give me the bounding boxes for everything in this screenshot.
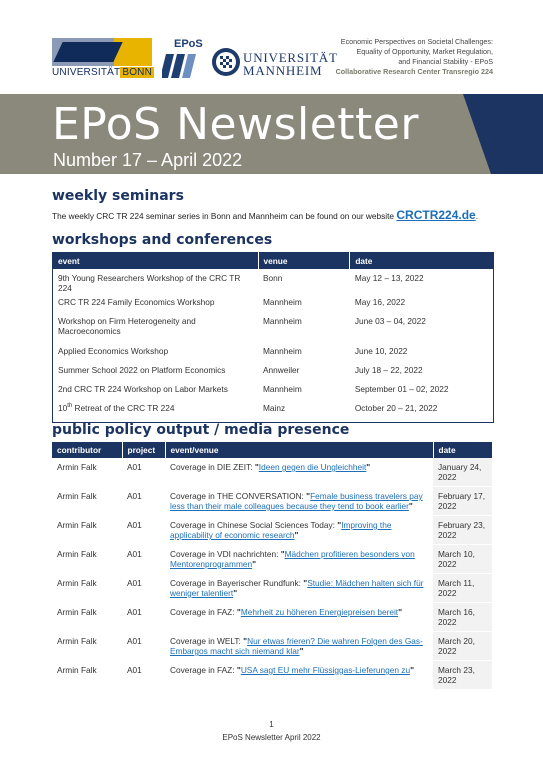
- date-cell: July 18 – 22, 2022: [354, 365, 423, 375]
- date-cell: February 23, 2022: [433, 516, 492, 545]
- crctr224-link[interactable]: CRCTR224.de: [396, 208, 476, 222]
- event-venue-cell: Coverage in FAZ: "Mehrheit zu höheren Energiepreisen bereit": [165, 603, 433, 632]
- column-header-date: date: [350, 253, 494, 270]
- bonn-logo-mark: [52, 38, 152, 66]
- event-cell: Summer School 2022 on Platform Economics: [58, 365, 226, 375]
- table-row: [52, 516, 492, 545]
- table-row: [52, 632, 492, 661]
- date-cell: January 24, 2022: [433, 458, 492, 487]
- table-row: [52, 545, 492, 574]
- contributor-cell: Armin Falk: [52, 574, 122, 603]
- event-cell: 10th Retreat of the CRC TR 224: [58, 403, 175, 413]
- epos-logo: [160, 38, 206, 80]
- event-venue-cell: Coverage in DIE ZEIT: "Ideen gegen die Ungleichheit": [165, 458, 433, 487]
- event-venue-cell: Coverage in THE CONVERSATION: "Female business travelers pay less than their male colleagues because they tend to book earlier": [165, 487, 433, 516]
- column-header-date: date: [433, 442, 492, 458]
- table-row: [53, 361, 494, 380]
- venue-cell: Mannheim: [263, 384, 302, 394]
- contributor-cell: Armin Falk: [52, 458, 122, 487]
- mannheim-logo-text: UNIVERSITÄT MANNHEIM: [243, 50, 338, 78]
- project-cell: A01: [122, 574, 165, 603]
- table-row: [53, 293, 494, 312]
- contributor-cell: Armin Falk: [52, 632, 122, 661]
- contributor-cell: Armin Falk: [52, 661, 122, 690]
- date-cell: May 12 – 13, 2022: [354, 273, 424, 283]
- venue-cell: Bonn: [263, 273, 283, 283]
- page-number: 1: [269, 720, 274, 729]
- venue-cell: Annweiler: [263, 365, 300, 375]
- contributor-cell: Armin Falk: [52, 516, 122, 545]
- policy-table: [52, 442, 492, 690]
- table-header-row: [53, 253, 494, 270]
- date-cell: February 17, 2022: [433, 487, 492, 516]
- newsletter-issue: Number 17 – April 2022: [53, 150, 243, 170]
- bonn-logo-text: UNIVERSITÄT BONN: [52, 67, 153, 78]
- section-heading-policy: public policy output / media presence: [52, 422, 350, 438]
- table-row: [53, 269, 494, 293]
- date-cell: March 20, 2022: [433, 632, 492, 661]
- contributor-cell: Armin Falk: [52, 603, 122, 632]
- article-link[interactable]: Mädchen profitieren besonders von Mentorenprogrammen: [170, 549, 415, 569]
- project-cell: A01: [122, 661, 165, 690]
- venue-cell: Mannheim: [263, 346, 302, 356]
- event-venue-cell: Coverage in FAZ: "USA sagt EU mehr Flüssiggas-Lieferungen zu": [165, 661, 433, 690]
- event-venue-cell: Coverage in VDI nachrichten: "Mädchen profitieren besonders von Mentorenprogrammen": [165, 545, 433, 574]
- project-cell: A01: [122, 487, 165, 516]
- project-cell: A01: [122, 458, 165, 487]
- venue-cell: Mannheim: [263, 316, 302, 326]
- table-row: [53, 380, 494, 399]
- contributor-cell: Armin Falk: [52, 545, 122, 574]
- date-cell: June 10, 2022: [354, 346, 408, 356]
- date-cell: March 11, 2022: [433, 574, 492, 603]
- section-heading-seminars: weekly seminars: [52, 188, 184, 204]
- event-cell: CRC TR 224 Family Economics Workshop: [58, 297, 215, 307]
- banner-corner-shape: [463, 94, 543, 174]
- venue-cell: Mannheim: [263, 297, 302, 307]
- article-link[interactable]: Improving the applicability of economic research: [170, 520, 392, 540]
- column-header-venue: venue: [258, 253, 350, 270]
- table-row: [53, 399, 494, 423]
- venue-cell: Mainz: [263, 403, 286, 413]
- footer-text: EPoS Newsletter April 2022: [222, 733, 321, 742]
- event-cell: Applied Economics Workshop: [58, 346, 169, 356]
- date-cell: March 10, 2022: [433, 545, 492, 574]
- event-venue-cell: Coverage in Bayerischer Rundfunk: "Studie: Mädchen halten sich für weniger talentiert": [165, 574, 433, 603]
- table-row: [53, 342, 494, 361]
- date-cell: March 16, 2022: [433, 603, 492, 632]
- article-link[interactable]: Female business travelers pay less than their male colleagues because they tend to book earlier: [170, 491, 423, 511]
- article-link[interactable]: Mehrheit zu höheren Energiepreisen bereit: [240, 607, 399, 617]
- column-header-event: event: [53, 253, 259, 270]
- date-cell: March 23, 2022: [433, 661, 492, 690]
- contributor-cell: Armin Falk: [52, 487, 122, 516]
- date-cell: May 16, 2022: [354, 297, 406, 307]
- event-cell: 9th Young Researchers Workshop of the CRC TR 224: [58, 273, 241, 293]
- university-bonn-logo: [52, 38, 152, 80]
- event-cell: 2nd CRC TR 224 Workshop on Labor Markets: [58, 384, 228, 394]
- workshops-table: [52, 252, 494, 423]
- article-link[interactable]: USA sagt EU mehr Flüssiggas-Lieferungen zu: [240, 665, 411, 675]
- event-venue-cell: Coverage in WELT: "Nur etwas frieren? Die wahren Folgen des Gas-Embargos macht sich niemand klar": [165, 632, 433, 661]
- table-row: [53, 312, 494, 342]
- date-cell: September 01 – 02, 2022: [354, 384, 449, 394]
- project-cell: A01: [122, 545, 165, 574]
- project-cell: A01: [122, 516, 165, 545]
- mannheim-seal-icon: [212, 48, 240, 76]
- seminar-paragraph: The weekly CRC TR 224 seminar series in Bonn and Mannheim can be found on our website CRCTR224.de.: [52, 208, 479, 222]
- event-venue-cell: Coverage in Chinese Social Sciences Today: "Improving the applicability of economic research": [165, 516, 433, 545]
- table-header-row: [52, 442, 492, 458]
- column-header-contributor: contributor: [52, 442, 122, 458]
- project-cell: A01: [122, 603, 165, 632]
- article-link[interactable]: Studie: Mädchen halten sich für weniger talentiert: [170, 578, 424, 598]
- table-row: [52, 574, 492, 603]
- epos-logo-text: EPoS: [174, 38, 203, 50]
- table-row: [52, 458, 492, 487]
- crc-tagline: Economic Perspectives on Societal Challenges: Equality of Opportunity, Market Regulation, and Financial Stability - EPoS Collaborative Research Center Transregio 224: [335, 37, 493, 76]
- table-row: [52, 487, 492, 516]
- column-header-event-venue: event/venue: [165, 442, 433, 458]
- article-link[interactable]: Ideen gegen die Ungleichheit: [258, 462, 367, 472]
- project-cell: A01: [122, 632, 165, 661]
- table-row: [52, 661, 492, 690]
- event-cell: Workshop on Firm Heterogeneity and Macroeconomics: [58, 316, 196, 336]
- date-cell: June 03 – 04, 2022: [354, 316, 426, 326]
- date-cell: October 20 – 21, 2022: [354, 403, 438, 413]
- column-header-project: project: [122, 442, 165, 458]
- table-row: [52, 603, 492, 632]
- article-link[interactable]: Nur etwas frieren? Die wahren Folgen des Gas-Embargos macht sich niemand klar: [170, 636, 423, 656]
- section-heading-workshops: workshops and conferences: [52, 232, 273, 248]
- newsletter-title: EPoS Newsletter: [52, 99, 419, 150]
- epos-logo-mark: [162, 54, 202, 78]
